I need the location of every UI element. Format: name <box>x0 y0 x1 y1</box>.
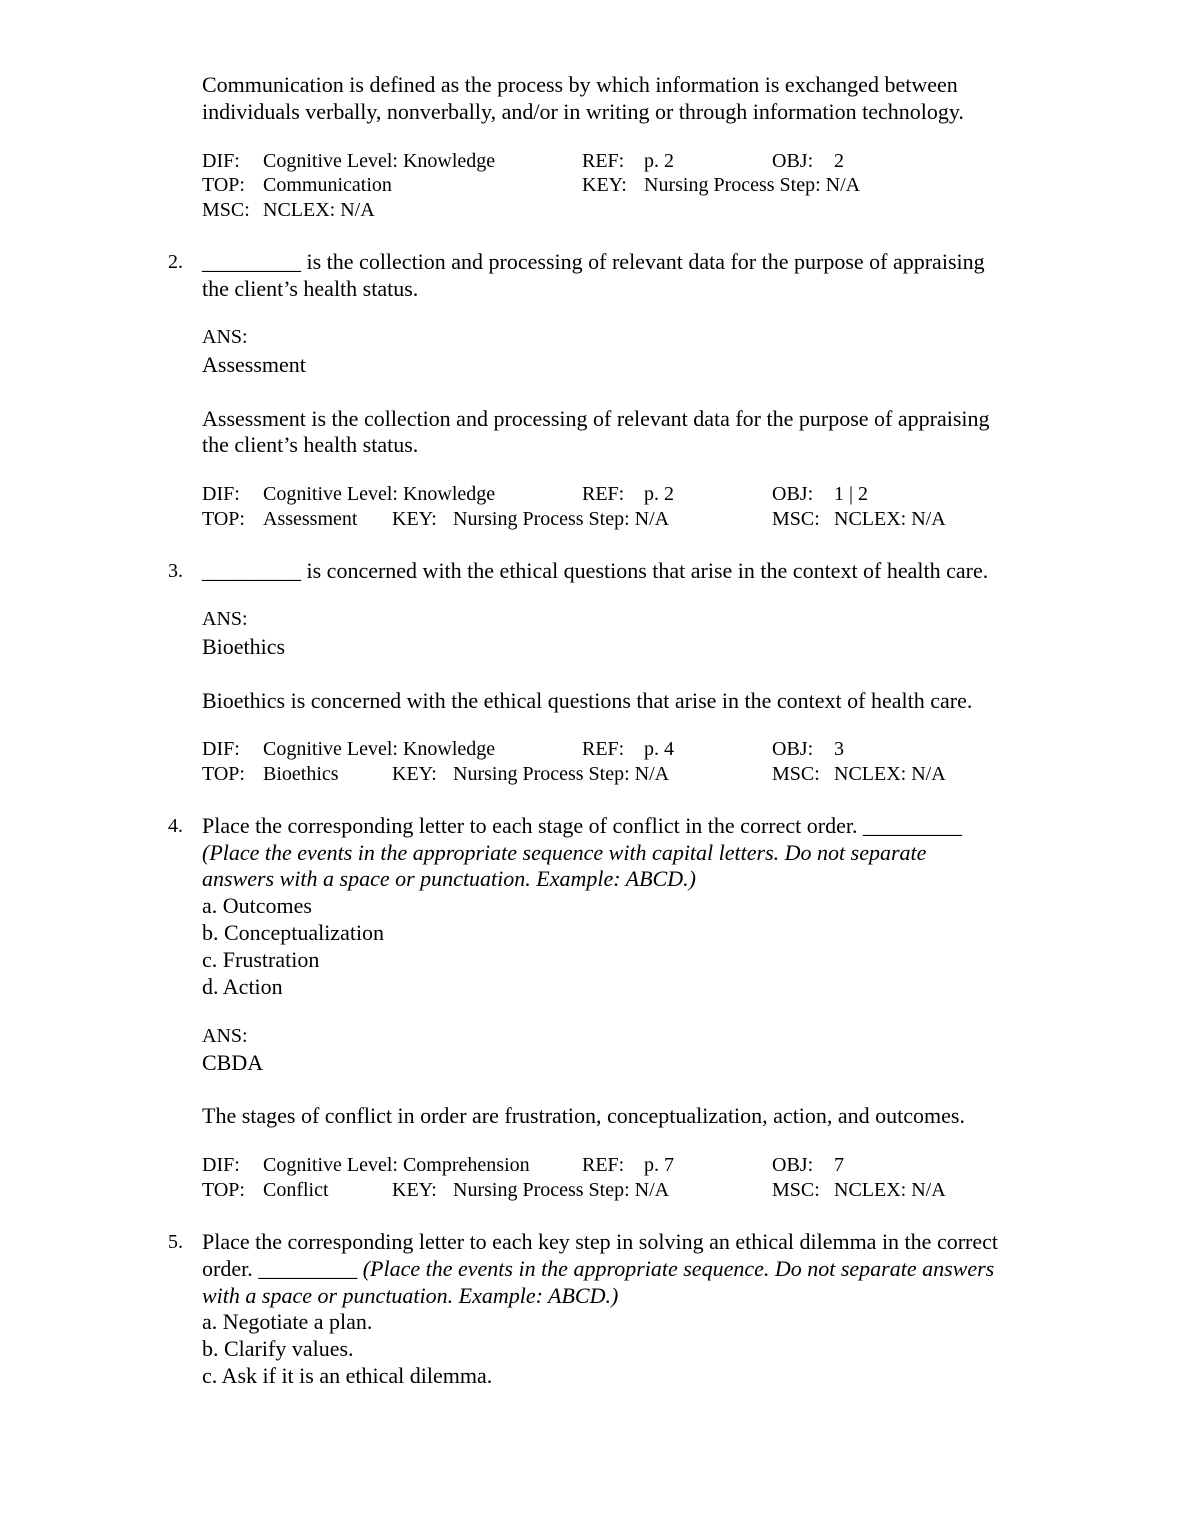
q5-option-a: a. Negotiate a plan. <box>202 1309 373 1334</box>
q4-top-value: Conflict <box>263 1179 329 1201</box>
q3-answer: Bioethics <box>202 634 286 659</box>
q4-option-d: d. Action <box>202 974 283 999</box>
q2-msc-value: NCLEX: N/A <box>834 508 946 530</box>
q4-ans-label: ANS: <box>202 1025 248 1047</box>
q4-ref-label: REF: <box>582 1154 625 1176</box>
q2-dif-value: Cognitive Level: Knowledge <box>263 483 496 505</box>
q5-option-c: c. Ask if it is an ethical dilemma. <box>202 1363 493 1388</box>
q3-msc-label: MSC: <box>772 763 820 785</box>
q2-rationale-line-1: Assessment is the collection and processing of relevant data for the purpose of appraising <box>202 406 990 431</box>
q3-key-label: KEY: <box>392 763 437 785</box>
q3-question-line-1: _________ is concerned with the ethical questions that arise in the context of health care. <box>202 558 989 583</box>
q2-question-line-1: _________ is the collection and processing of relevant data for the purpose of appraising <box>202 249 985 274</box>
q1-top-value: Communication <box>263 174 392 196</box>
q1-msc-label: MSC: <box>202 199 250 221</box>
q4-dif-label: DIF: <box>202 1154 240 1176</box>
q2-key-label: KEY: <box>392 508 437 530</box>
q3-number: 3. <box>168 560 183 582</box>
q4-ref-value: p. 7 <box>644 1154 674 1176</box>
q4-number: 4. <box>168 815 183 837</box>
q5-number: 5. <box>168 1231 183 1253</box>
q1-key-label: KEY: <box>582 174 627 196</box>
q1-rationale-line-2: individuals verbally, nonverbally, and/or in writing or through information technology. <box>202 99 964 124</box>
q1-ref-value: p. 2 <box>644 150 674 172</box>
q4-dif-value: Cognitive Level: Comprehension <box>263 1154 530 1176</box>
q4-option-c: c. Frustration <box>202 947 320 972</box>
q3-key-value: Nursing Process Step: N/A <box>453 763 670 785</box>
q1-obj-value: 2 <box>834 150 844 172</box>
q2-rationale-line-2: the client’s health status. <box>202 432 419 457</box>
q1-key-value: Nursing Process Step: N/A <box>644 174 861 196</box>
q4-key-label: KEY: <box>392 1179 437 1201</box>
q5-question-line-2-prefix: order. _________ <box>202 1256 363 1281</box>
q2-top-label: TOP: <box>202 508 245 530</box>
q3-top-value: Bioethics <box>263 763 339 785</box>
q1-dif-label: DIF: <box>202 150 240 172</box>
q2-ref-value: p. 2 <box>644 483 674 505</box>
q2-key-value: Nursing Process Step: N/A <box>453 508 670 530</box>
q4-obj-label: OBJ: <box>772 1154 814 1176</box>
q4-instruction-line-2: answers with a space or punctuation. Example: ABCD.) <box>202 866 696 891</box>
q1-msc-value: NCLEX: N/A <box>263 199 375 221</box>
q2-obj-label: OBJ: <box>772 483 814 505</box>
q2-answer: Assessment <box>202 352 306 377</box>
q2-question-line-2: the client’s health status. <box>202 276 419 301</box>
q4-option-b: b. Conceptualization <box>202 920 385 945</box>
q5-instruction-line-2: with a space or punctuation. Example: ABCD.) <box>202 1283 619 1308</box>
q4-msc-label: MSC: <box>772 1179 820 1201</box>
q3-ref-label: REF: <box>582 738 625 760</box>
q4-option-a: a. Outcomes <box>202 893 312 918</box>
q1-ref-label: REF: <box>582 150 625 172</box>
q2-top-value: Assessment <box>263 508 358 530</box>
q4-obj-value: 7 <box>834 1154 844 1176</box>
q5-option-b: b. Clarify values. <box>202 1336 354 1361</box>
q2-msc-label: MSC: <box>772 508 820 530</box>
q2-dif-label: DIF: <box>202 483 240 505</box>
q2-obj-value: 1 | 2 <box>834 483 869 505</box>
q3-obj-value: 3 <box>834 738 844 760</box>
q1-top-label: TOP: <box>202 174 245 196</box>
q3-obj-label: OBJ: <box>772 738 814 760</box>
q4-instruction-line-1: (Place the events in the appropriate sequence with capital letters. Do not separate <box>202 840 927 865</box>
q2-ref-label: REF: <box>582 483 625 505</box>
q5-question-line-2 <box>202 1255 994 1282</box>
q3-dif-value: Cognitive Level: Knowledge <box>263 738 496 760</box>
q1-rationale-line-1: Communication is defined as the process by which information is exchanged between <box>202 72 958 97</box>
q3-top-label: TOP: <box>202 763 245 785</box>
q1-dif-value: Cognitive Level: Knowledge <box>263 150 496 172</box>
q4-rationale-line-1: The stages of conflict in order are frustration, conceptualization, action, and outcomes. <box>202 1103 965 1128</box>
q2-ans-label: ANS: <box>202 326 248 348</box>
q5-question-line-1: Place the corresponding letter to each key step in solving an ethical dilemma in the correct <box>202 1229 998 1254</box>
q2-number: 2. <box>168 251 183 273</box>
q4-msc-value: NCLEX: N/A <box>834 1179 946 1201</box>
q3-rationale-line-1: Bioethics is concerned with the ethical questions that arise in the context of health care. <box>202 688 973 713</box>
q4-answer: CBDA <box>202 1050 264 1075</box>
q4-key-value: Nursing Process Step: N/A <box>453 1179 670 1201</box>
q4-question: Place the corresponding letter to each stage of conflict in the correct order. _________ <box>202 813 962 838</box>
q1-obj-label: OBJ: <box>772 150 814 172</box>
q3-ref-value: p. 4 <box>644 738 674 760</box>
q3-dif-label: DIF: <box>202 738 240 760</box>
q3-ans-label: ANS: <box>202 608 248 630</box>
q4-top-label: TOP: <box>202 1179 245 1201</box>
q5-instruction-line-1: (Place the events in the appropriate sequence. Do not separate answers <box>362 1256 995 1281</box>
q3-msc-value: NCLEX: N/A <box>834 763 946 785</box>
